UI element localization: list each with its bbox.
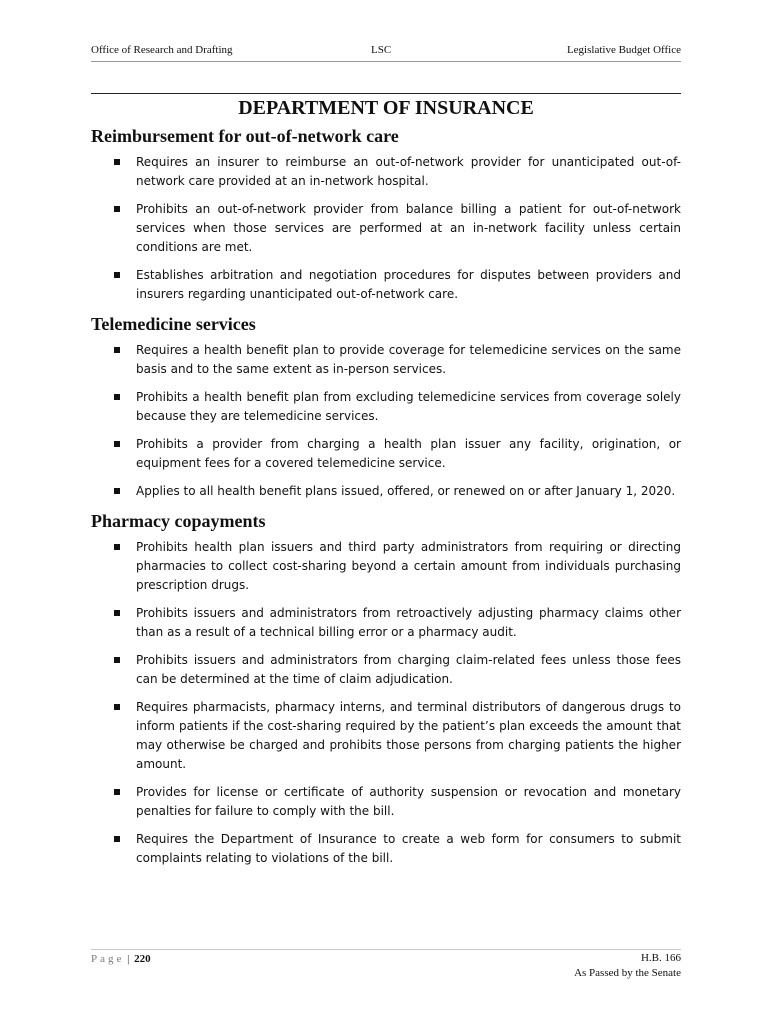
list-item [91, 604, 681, 642]
square-bullet-icon [114, 272, 120, 278]
header-divider [91, 61, 681, 62]
square-bullet-icon [114, 610, 120, 616]
list-item [91, 435, 681, 473]
page-header [91, 44, 681, 62]
square-bullet-icon [114, 704, 120, 710]
list-item-text: Prohibits a provider from charging a health plan issuer any facility, origination, or equipment fees for a covered telemedicine service. [136, 437, 681, 470]
list-item-text: Requires an insurer to reimburse an out-of-network provider for unanticipated out-of-network care provided at an in-network hospital. [136, 155, 681, 188]
page-label: Page [91, 953, 125, 965]
bill-info [574, 951, 681, 981]
title-divider [91, 93, 681, 94]
list-item-text: Prohibits issuers and administrators from charging claim-related fees unless those fees can be determined at the time of claim adjudication. [136, 653, 681, 686]
square-bullet-icon [114, 544, 120, 550]
square-bullet-icon [114, 159, 120, 165]
bullet-list-reimbursement [91, 153, 681, 304]
list-item [91, 482, 681, 501]
page-title: DEPARTMENT OF INSURANCE [238, 97, 534, 119]
list-item [91, 830, 681, 868]
bill-number: H.B. 166 [640, 952, 681, 964]
document-body [91, 95, 681, 877]
list-item-text: Requires a health benefit plan to provide coverage for telemedicine services on the same basis and to the same extent as in-person services. [136, 343, 681, 376]
page-separator: | [127, 953, 130, 965]
section-heading-reimbursement: Reimbursement for out-of-network care [91, 126, 399, 146]
square-bullet-icon [114, 789, 120, 795]
list-item [91, 651, 681, 689]
list-item-text: Prohibits issuers and administrators from retroactively adjusting pharmacy claims other than as a result of a technical billing error or a pharmacy audit. [136, 606, 681, 639]
list-item [91, 783, 681, 821]
list-item-text: Prohibits an out-of-network provider from balance billing a patient for out-of-network services when those services are performed at an in-network facility unless certain conditions are met. [136, 202, 681, 254]
list-item [91, 266, 681, 304]
list-item [91, 538, 681, 595]
header-lsc: LSC [371, 44, 392, 56]
bullet-list-telemedicine [91, 341, 681, 501]
square-bullet-icon [114, 488, 120, 494]
list-item-text: Requires the Department of Insurance to create a web form for consumers to submit complaints relating to violations of the bill. [136, 832, 681, 865]
list-item-text: Prohibits health plan issuers and third party administrators from requiring or directing pharmacies to collect cost-sharing beyond a certain amount from individuals purchasing prescription drugs. [136, 540, 681, 592]
list-item-text: Prohibits a health benefit plan from excluding telemedicine services from coverage solely because they are telemedicine services. [136, 390, 681, 423]
list-item-text: Applies to all health benefit plans issued, offered, or renewed on or after January 1, 2020. [136, 484, 676, 498]
page-number: 220 [134, 953, 151, 965]
header-office: Office of Research and Drafting [91, 44, 233, 56]
list-item [91, 388, 681, 426]
list-item [91, 153, 681, 191]
list-item [91, 698, 681, 774]
list-item-text: Establishes arbitration and negotiation procedures for disputes between providers and insurers regarding unanticipated out-of-network care. [136, 268, 681, 301]
square-bullet-icon [114, 394, 120, 400]
square-bullet-icon [114, 657, 120, 663]
section-heading-pharmacy: Pharmacy copayments [91, 511, 266, 531]
list-item-text: Provides for license or certificate of authority suspension or revocation and monetary penalties for failure to comply with the bill. [136, 785, 681, 818]
bullet-list-pharmacy [91, 538, 681, 868]
square-bullet-icon [114, 206, 120, 212]
square-bullet-icon [114, 441, 120, 447]
bill-status: As Passed by the Senate [574, 967, 681, 979]
list-item-text: Requires pharmacists, pharmacy interns, and terminal distributors of dangerous drugs to inform patients if the cost-sharing required by the patient’s plan exceeds the amount that may otherwise be charged and prohibits those persons from charging patients the higher amount. [136, 700, 681, 771]
header-budget-office: Legislative Budget Office [566, 44, 681, 56]
list-item [91, 341, 681, 379]
square-bullet-icon [114, 347, 120, 353]
section-heading-telemedicine: Telemedicine services [91, 314, 256, 334]
square-bullet-icon [114, 836, 120, 842]
list-item [91, 200, 681, 257]
footer-divider [91, 949, 681, 950]
page-number-block [91, 953, 151, 965]
